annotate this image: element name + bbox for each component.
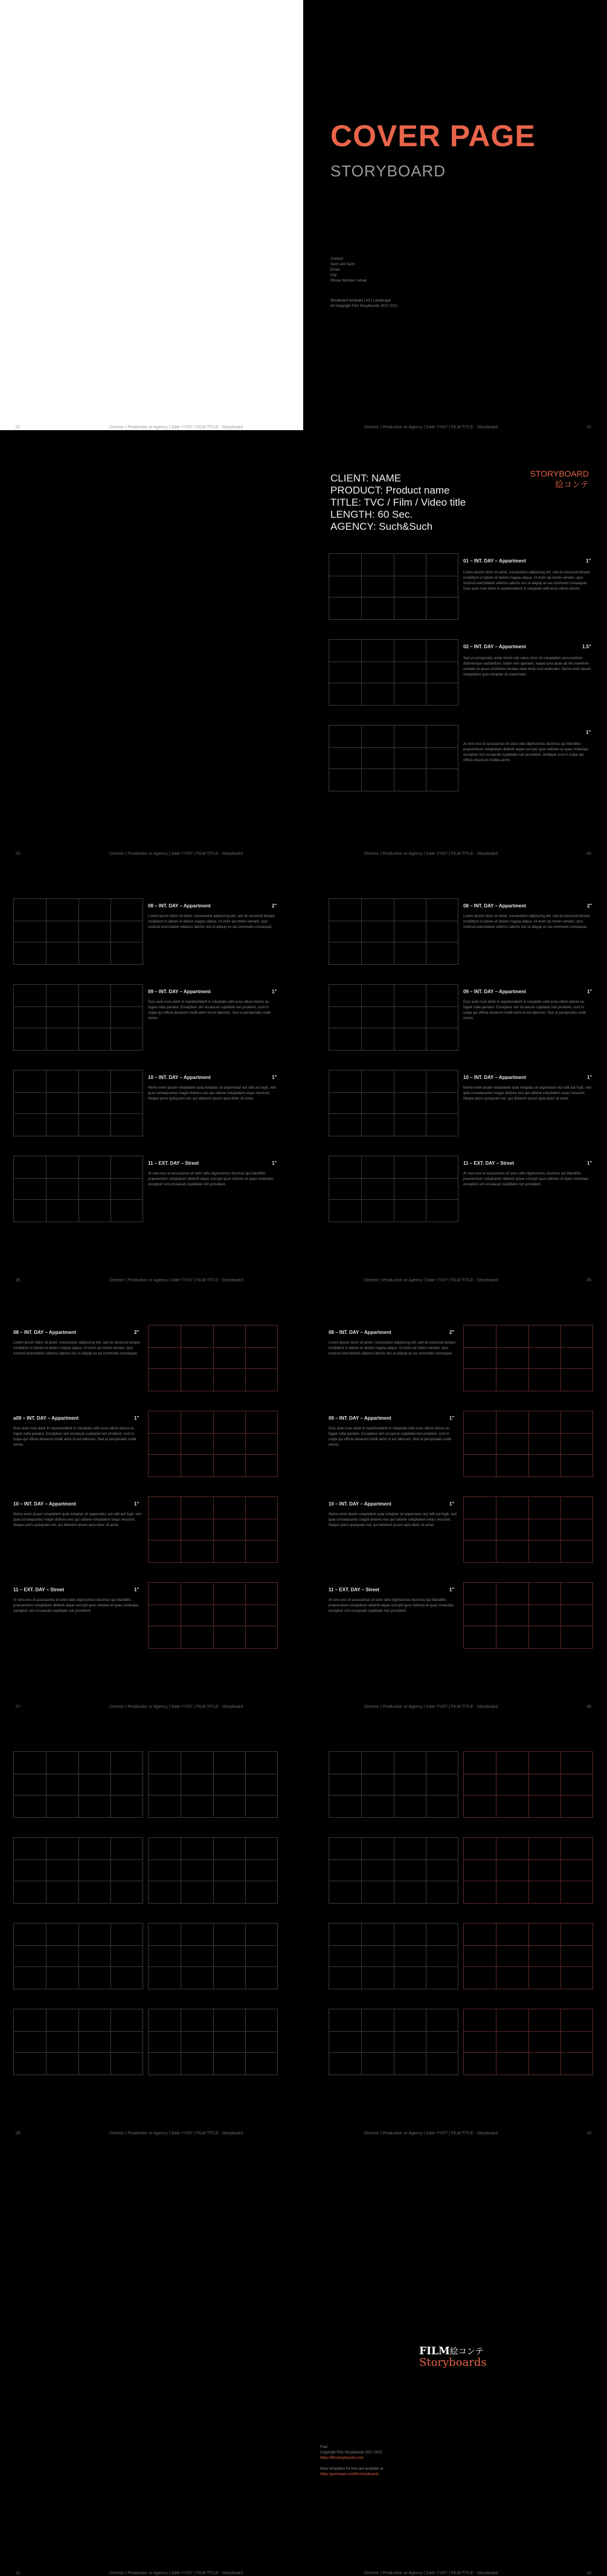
shot-duration: 1.5" <box>582 644 591 649</box>
shot-description: Lorem ipsum dolor sit amet, consectetur adipiscing elit, sed do eiusmod tempor incididunt ut labore et dolore magna aliqua. Ut enim ad minim veniam, quis nostrud exercitation ullamco laboris nisi ut aliquip ex ea commodo consequat. Duis aute irure dolor in reprehenderit in voluptate velit esse cillum dolore. <box>463 571 591 591</box>
storyboard-frame <box>329 1837 458 1904</box>
gumroad-link[interactable]: https://gumroad.com/filmstoryboards <box>320 2473 379 2476</box>
shot-duration: 2" <box>272 903 277 909</box>
storyboard-frame <box>148 1837 278 1904</box>
shot-description: Nemo enim ipsam voluptatem quia voluptas sit aspernatur aut odit aut fugit, sed quia consequuntur magni dolores eos qui ratione voluptatem sequi nesciunt. Neque porro quisquam est, qui dolorem ipsum quia dolor sit amet. <box>463 1086 591 1101</box>
shot-duration: 1" <box>449 1587 455 1592</box>
shot-duration: 2" <box>134 1330 140 1335</box>
storyboard-frame <box>13 2009 143 2075</box>
cover-title: COVER PAGE <box>330 119 536 153</box>
footer-text: Director | Production or Agency | Date YY/07 | FILM TITLE - Storyboard <box>364 2131 498 2136</box>
shot-description: At vero eos et accusamus et iusto odio dignissimos ducimus qui blanditiis praesentium voluptatum deleniti atque corrupti quos dolores et quas molestias excepturi sint occaecati cupiditate non provident. <box>463 1172 589 1187</box>
footer-text: Director | Production or Agency | Date YY/07 | FILM TITLE - Storyboard <box>364 852 498 856</box>
shot-title: 11 – EXT. DAY – Street <box>13 1587 65 1592</box>
footer-text: Director | Production or Agency | Date YY/07 | FILM TITLE - Storyboard <box>109 852 243 856</box>
shot-title: 09 – INT. DAY – Appartment <box>148 989 211 994</box>
footer-text: Director | Production or Agency | Date YY/07 | FILM TITLE - Storyboard <box>109 1278 243 1283</box>
shot-duration: 1" <box>587 1161 593 1166</box>
shot-description: Duis aute irure dolor in reprehenderit in voluptate velit esse cillum dolore eu fugiat nulla pariatur. Excepteur sint occaecat cupidatat non proident, sunt in culpa qui officia deserunt mollit anim id est laborum. Sed ut perspiciatis unde omnis. <box>148 1000 271 1020</box>
storyboard-frame <box>13 898 143 965</box>
page-number: 02 <box>586 425 591 430</box>
storyboard-frame <box>13 1070 143 1136</box>
film-storyboards-logo: FILM絵コンテ Storyboards <box>419 2345 487 2369</box>
storyboard-frame <box>13 984 143 1051</box>
page-number: 06 <box>586 1278 591 1283</box>
page-number: 04 <box>586 852 591 856</box>
shot-title: 11 – EXT. DAY – Street <box>329 1587 380 1592</box>
storyboard-frame <box>463 2009 593 2075</box>
storyboard-frame <box>148 1411 278 1477</box>
storyboard-frame <box>13 1837 143 1904</box>
page-number: 12 <box>586 2571 591 2575</box>
page-number: 03 <box>16 852 21 856</box>
storyboard-frame <box>329 1156 458 1222</box>
shot-duration: 1" <box>134 1415 140 1421</box>
storyboard-frame <box>148 1751 278 1818</box>
cover-contact: Contact: Such and Such Email City Phone Number / email <box>330 257 367 283</box>
page-number: 09 <box>16 2131 21 2136</box>
footer-text: Director | Production or Agency | Date YY/07 | FILM TITLE - Storyboard <box>364 2571 498 2575</box>
page-number: 01 <box>16 425 21 430</box>
footer-text: Director | Production or Agency | Date YY/07 | FILM TITLE - Storyboard <box>109 2571 243 2575</box>
shot-title: 08 – INT. DAY – Appartment <box>13 1330 76 1335</box>
storyboard-frame <box>148 1923 278 1989</box>
shot-description: Lorem ipsum dolor sit amet, consectetur adipiscing elit, sed do eiusmod tempor incididunt ut labore et dolore magna aliqua. Ut enim ad minim veniam, quis nostrud exercitation ullamco laboris nisi ut aliquip ex ea commodo consequat. <box>329 1341 456 1356</box>
shot-description: At vero eos et accusamus et iusto odio dignissimos ducimus qui blanditiis praesentium voluptatum deleniti atque corrupti quos dolores et quas molestias excepturi sint occaecati cupiditate non provident. <box>13 1599 139 1613</box>
shot-duration: 1" <box>587 1075 593 1080</box>
footer-text: Director | Production or Agency | Date YY/07 | FILM TITLE - Storyboard <box>109 425 243 430</box>
shot-title: 08 – INT. DAY – Appartment <box>148 903 211 909</box>
storyboard-frame <box>463 1582 593 1649</box>
shot-title: 11 – EXT. DAY – Street <box>148 1161 199 1166</box>
shot-description: Lorem ipsum dolor sit amet, consectetur adipiscing elit, sed do eiusmod tempor incididunt ut labore et dolore magna aliqua. Ut enim ad minim veniam, quis nostrud exercitation ullamco laboris nisi ut aliquip ex ea commodo consequat. <box>148 915 275 929</box>
cover-doc-info: Storyboard template | A3 | Landscape All Copyright Film Storyboards 2017-2021 <box>330 299 398 308</box>
storyboard-frame <box>463 1923 593 1989</box>
storyboard-frame <box>148 2009 278 2075</box>
spread-cover <box>0 0 607 430</box>
shot-title: 08 – INT. DAY – Appartment <box>329 1330 391 1335</box>
shot-description: Lorem ipsum dolor sit amet, consectetur adipiscing elit, sed do eiusmod tempor incididunt ut labore et dolore magna aliqua. Ut enim ad minim veniam, quis nostrud exercitation ullamco laboris nisi ut aliquip ex ea commodo consequat. <box>463 915 591 929</box>
storyboard-frame <box>13 1923 143 1989</box>
shot-description: At vero eos et accusamus et iusto odio dignissimos ducimus qui blanditiis praesentium voluptatum deleniti atque corrupti quos dolores et quas molestias excepturi sint occaecati cupiditate non provident. <box>329 1599 454 1613</box>
page-number: 11 <box>16 2571 21 2575</box>
page-number: 05 <box>16 1278 21 1283</box>
storyboard-frame <box>463 1496 593 1563</box>
cover-left-page <box>0 0 303 430</box>
shot-description: Sed ut perspiciatis unde omnis iste natus error sit voluptatem accusantium doloremque laudantium, totam rem aperiam, eaque ipsa quae ab illo inventore veritatis et quasi architecto beatae vitae dicta sunt explicabo. Nemo enim ipsam voluptatem quia voluptas sit aspernatur. <box>463 657 591 677</box>
spread-end <box>0 2136 607 2576</box>
shot-duration: 1" <box>272 989 277 994</box>
shot-title: 10 – INT. DAY – Appartment <box>463 1075 526 1080</box>
storyboard-frame <box>329 553 458 620</box>
shot-duration: 1" <box>272 1075 277 1080</box>
footer-text: Director | Production or Agency | Date YY/07 | FILM TITLE - Storyboard <box>364 1705 498 1709</box>
page-number: 07 <box>16 1705 21 1709</box>
shot-title: 11 – EXT. DAY – Street <box>463 1161 515 1166</box>
shot-title: 02 – INT. DAY – Appartment <box>463 644 526 649</box>
storyboard-frame <box>329 2009 458 2075</box>
storyboard-frame <box>13 1751 143 1818</box>
shot-duration: 1" <box>134 1501 140 1507</box>
shot-description: Nemo enim ipsam voluptatem quia voluptas sit aspernatur aut odit aut fugit, sed quia consequuntur magni dolores eos qui ratione voluptatem sequi nesciunt. Neque porro quisquam est, qui dolorem ipsum quia dolor sit amet. <box>13 1513 141 1527</box>
storyboard-frame <box>463 1411 593 1477</box>
storyboard-frame <box>148 1496 278 1563</box>
cover-subtitle: STORYBOARD <box>330 162 446 180</box>
storyboard-frame <box>329 1751 458 1818</box>
shot-description: Nemo enim ipsam voluptatem quia voluptas sit aspernatur aut odit aut fugit, sed quia consequuntur magni dolores eos qui ratione voluptatem sequi nesciunt. Neque porro quisquam est, qui dolorem ipsum quia dolor sit amet. <box>148 1086 276 1101</box>
project-info: CLIENT: NAME PRODUCT: Product name TITLE: TVC / Film / Video title LENGTH: 60 Sec. AGENCY: Such&Such <box>330 472 466 532</box>
cover-right-page <box>304 0 607 430</box>
shot-title: 09 – INT. DAY – Appartment <box>463 989 526 994</box>
page-03 <box>0 430 303 857</box>
shot-title: 09 – INT. DAY – Appartment <box>329 1415 391 1421</box>
storyboard-frame <box>463 1837 593 1904</box>
spread-2 <box>0 430 607 857</box>
storyboard-brand: STORYBOARD 絵コンテ <box>530 469 589 489</box>
end-credits: Free Copyright Film Storyboards 2017-2021 https://filmstoryboards.com More templates for free are available at https://gumroad.com/filmstoryboards <box>320 2446 384 2476</box>
footer-text: Director | Production or Agency | Date YY/07 | FILM TITLE - Storyboard <box>109 1705 243 1709</box>
shot-title: 10 – INT. DAY – Appartment <box>329 1501 391 1507</box>
storyboard-frame <box>329 725 458 791</box>
shot-description: Nemo enim ipsam voluptatem quia voluptas sit aspernatur aut odit aut fugit, sed quia consequuntur magni dolores eos qui ratione voluptatem sequi nesciunt. Neque porro quisquam est, qui dolorem ipsum quia dolor sit amet. <box>329 1513 457 1527</box>
shot-description: Lorem ipsum dolor sit amet, consectetur adipiscing elit, sed do eiusmod tempor incididunt ut labore et dolore magna aliqua. Ut enim ad minim veniam, quis nostrud exercitation ullamco laboris nisi ut aliquip ex ea commodo consequat. <box>13 1341 141 1356</box>
storyboard-frame <box>329 1070 458 1136</box>
storyboard-frame <box>329 984 458 1051</box>
shot-description: Duis aute irure dolor in reprehenderit in voluptate velit esse cillum dolore eu fugiat nulla pariatur. Excepteur sint occaecat cupidatat non proident, sunt in culpa qui officia deserunt mollit anim id est laborum. Sed ut perspiciatis unde omnis. <box>463 1000 586 1020</box>
shot-title: 01 – INT. DAY – Appartment <box>463 558 526 564</box>
storyboard-frame <box>13 1156 143 1222</box>
storyboard-frame <box>463 1751 593 1818</box>
shot-title: 10 – INT. DAY – Appartment <box>13 1501 76 1507</box>
shot-duration: 1" <box>449 1501 455 1507</box>
shot-duration: 1" <box>587 989 593 994</box>
shot-title: 08 – INT. DAY – Appartment <box>463 903 526 909</box>
shot-duration: 1" <box>134 1587 140 1592</box>
shot-duration: 1" <box>586 730 591 735</box>
footer-text: Director | Production or Agency | Date YY/07 | FILM TITLE - Storyboard <box>109 2131 243 2136</box>
shot-duration: 1" <box>586 558 591 564</box>
page-11 <box>0 2136 303 2576</box>
storyboard-frame <box>329 898 458 965</box>
page-number: 10 <box>586 2131 591 2136</box>
storyboard-frame <box>148 1325 278 1391</box>
shot-description: At vero eos et accusamus et iusto odio dignissimos ducimus qui blanditiis praesentium voluptatum deleniti atque corrupti quos dolores et quas molestias excepturi sint occaecati cupiditate non provident, similique sunt in culpa qui officia deserunt mollitia animi. <box>463 742 589 762</box>
page-number: 08 <box>586 1705 591 1709</box>
footer-text: Director | Production or Agency | Date YY/07 | FILM TITLE - Storyboard <box>364 425 498 430</box>
shot-description: Duis aute irure dolor in reprehenderit in voluptate velit esse cillum dolore eu fugiat nulla pariatur. Excepteur sint occaecat cupidatat non proident, sunt in culpa qui officia deserunt mollit anim id est laborum. Sed ut perspiciatis unde omnis. <box>329 1427 452 1447</box>
storyboard-frame <box>148 1582 278 1649</box>
shot-duration: 2" <box>587 903 593 909</box>
storyboard-frame <box>463 1325 593 1391</box>
shot-duration: 2" <box>449 1330 455 1335</box>
shot-duration: 1" <box>272 1161 277 1166</box>
website-link[interactable]: https://filmstoryboards.com <box>320 2456 364 2460</box>
shot-description: At vero eos et accusamus et iusto odio dignissimos ducimus qui blanditiis praesentium voluptatum deleniti atque corrupti quos dolores et quas molestias excepturi sint occaecati cupiditate non provident. <box>148 1172 274 1187</box>
storyboard-frame <box>329 1923 458 1989</box>
shot-title: a09 – INT. DAY – Appartment <box>13 1415 79 1421</box>
shot-description: Duis aute irure dolor in reprehenderit in voluptate velit esse cillum dolore eu fugiat nulla pariatur. Excepteur sint occaecat cupidatat non proident, sunt in culpa qui officia deserunt mollit anim id est laborum. Sed ut perspiciatis unde omnis. <box>13 1427 136 1447</box>
storyboard-frame <box>329 639 458 706</box>
footer-text: Director | Production or Agency | Date YY/07 | FILM TITLE - Storyboard <box>364 1278 498 1283</box>
shot-title: 10 – INT. DAY – Appartment <box>148 1075 211 1080</box>
shot-duration: 1" <box>449 1415 455 1421</box>
